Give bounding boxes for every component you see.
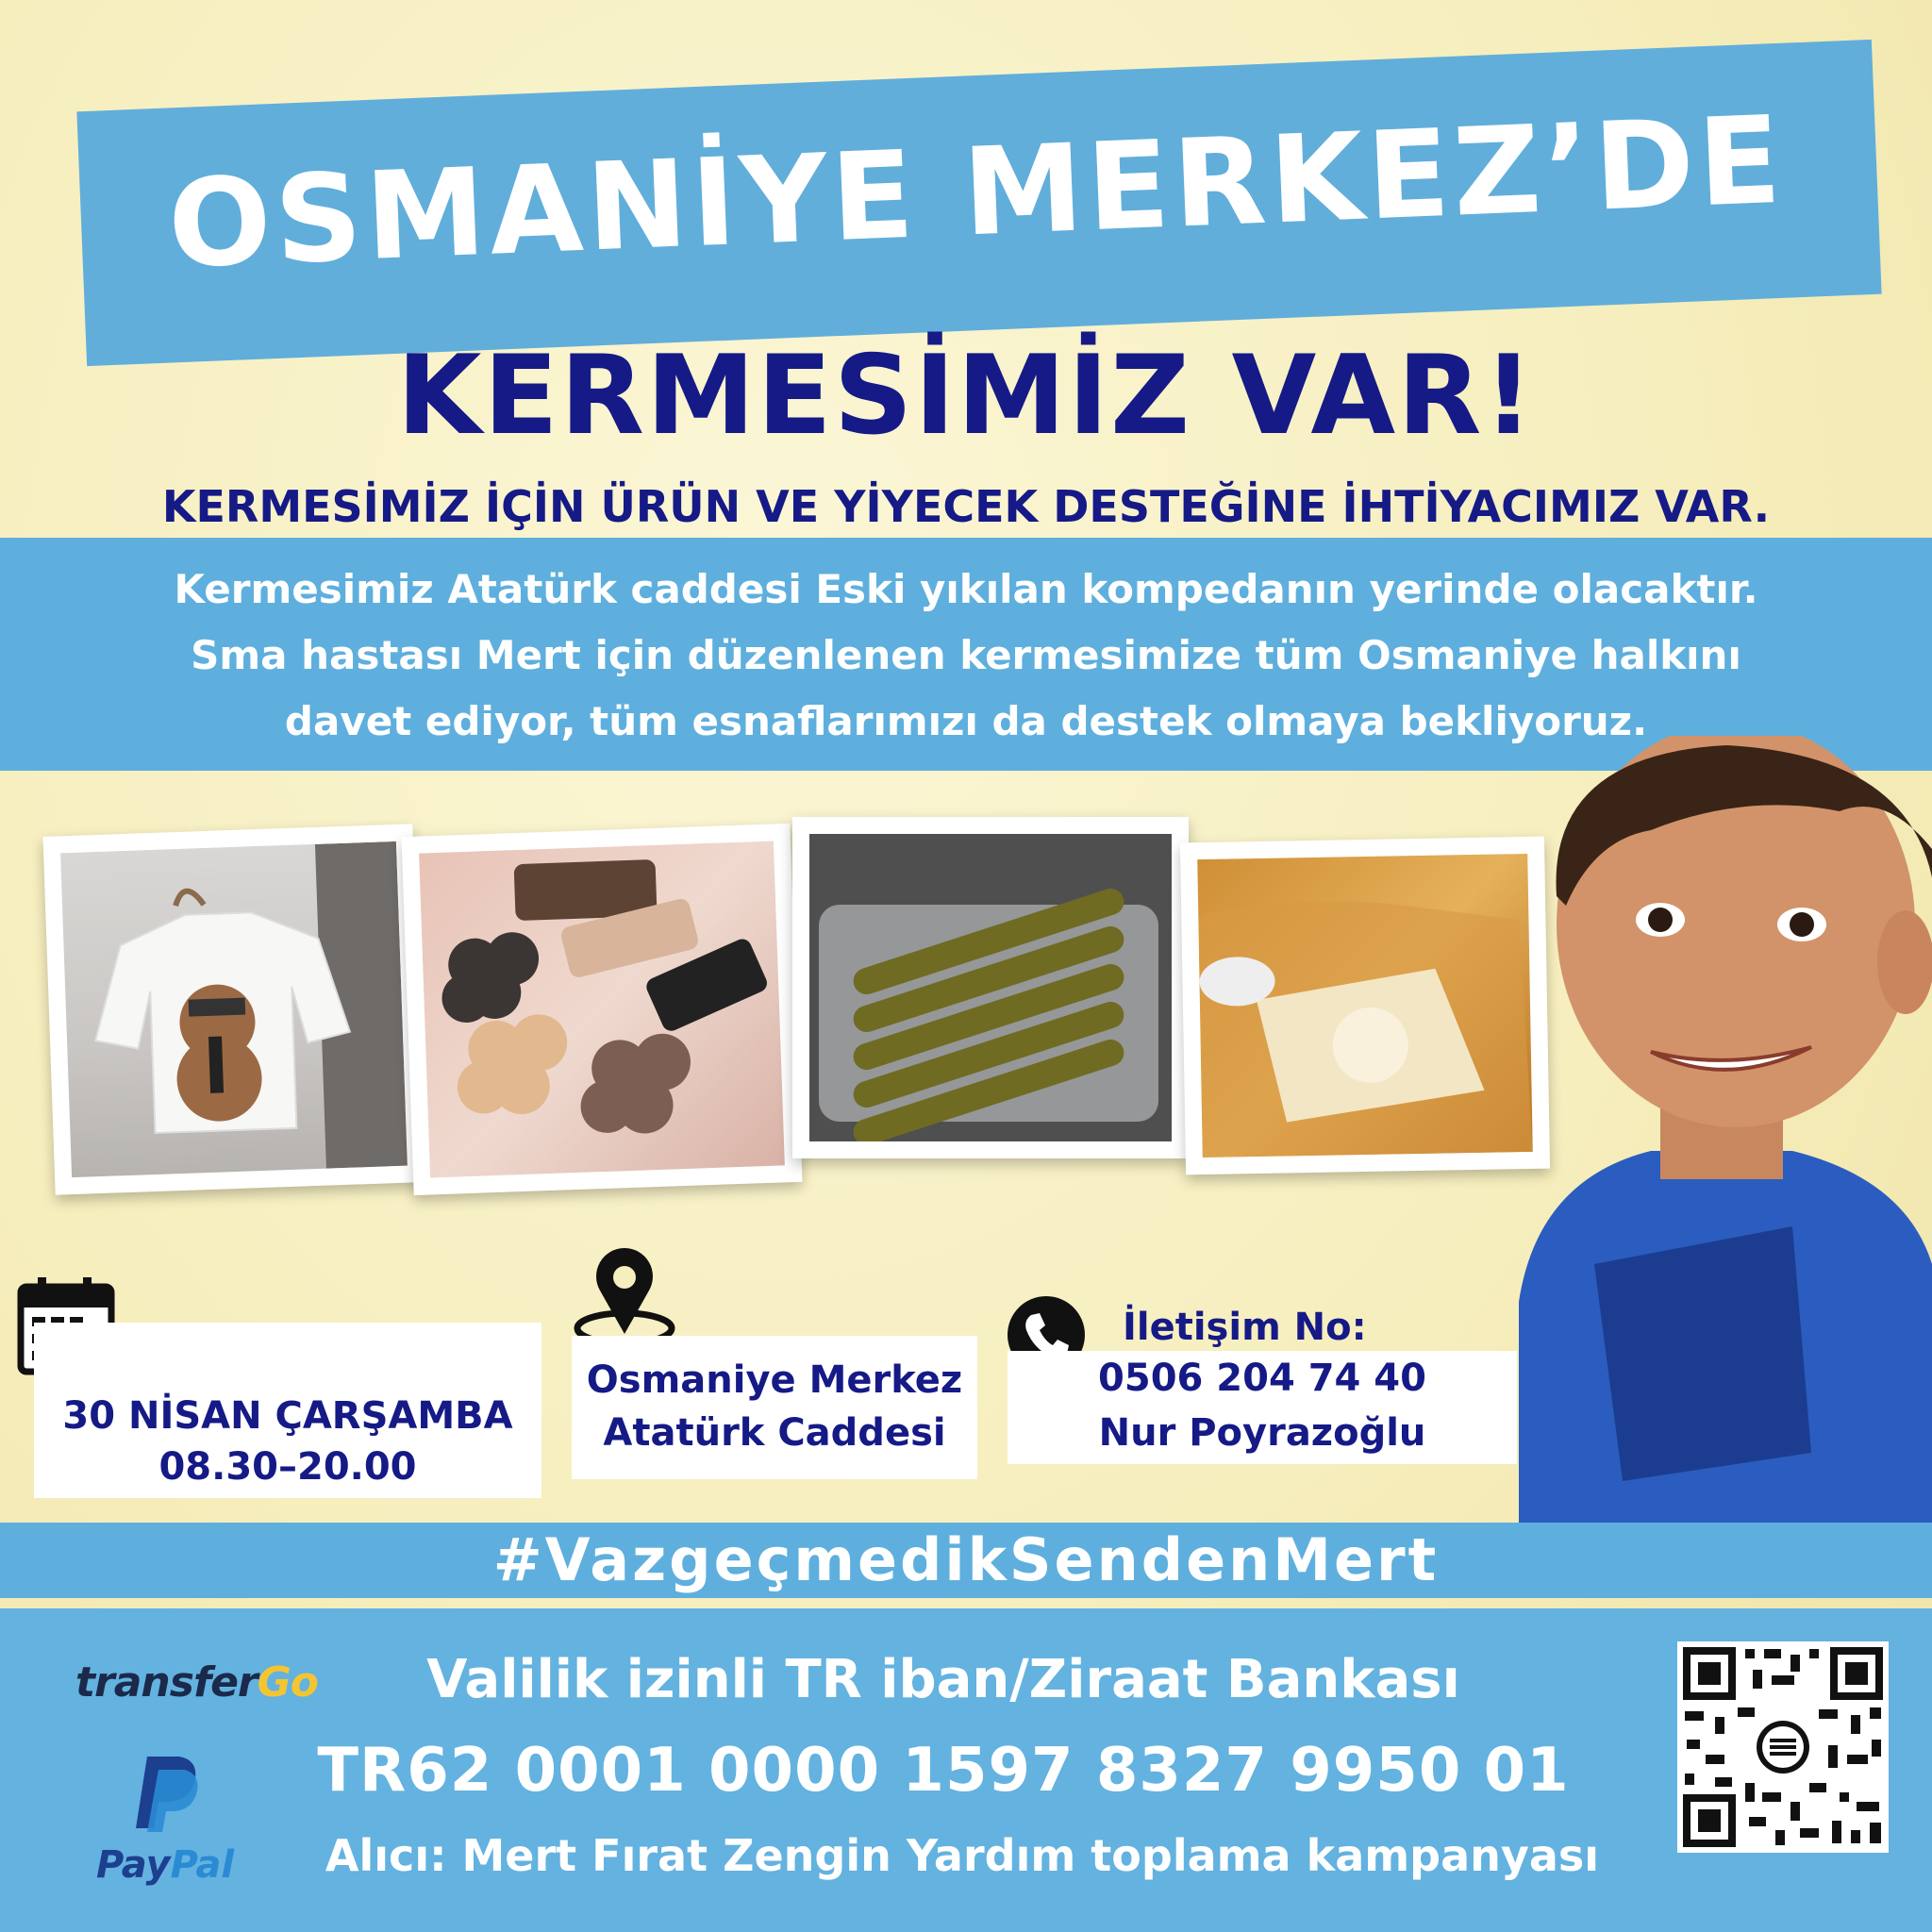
info-line-3: davet ediyor, tüm esnaflarımızı da destek olmaya bekliyoruz. bbox=[284, 698, 1648, 744]
paypal-logo-part2: Pal bbox=[170, 1843, 235, 1887]
date-box bbox=[34, 1323, 541, 1498]
info-line-1: Kermesimiz Atatürk caddesi Eski yıkılan kompedanın yerinde olacaktır. bbox=[174, 566, 1758, 612]
hashtag: #VazgeçmedikSendenMert bbox=[492, 1525, 1440, 1594]
contact-phone: 0506 204 74 40 bbox=[1098, 1357, 1426, 1400]
transfergo-logo bbox=[75, 1658, 318, 1707]
bank-info-line: Valilik izinli TR iban/Ziraat Bankası bbox=[426, 1649, 1460, 1710]
location-line-2: Atatürk Caddesi bbox=[603, 1411, 946, 1455]
paypal-logo bbox=[96, 1843, 234, 1887]
page-subtitle: KERMESİMİZ VAR! bbox=[396, 332, 1536, 459]
contact-box bbox=[1008, 1351, 1517, 1464]
photo-borek bbox=[1180, 837, 1550, 1175]
recipient-line: Alıcı: Mert Fırat Zengin Yardım toplama kampanyası bbox=[325, 1830, 1600, 1881]
location-box bbox=[572, 1336, 977, 1479]
support-need-text: KERMESİMİZ İÇİN ÜRÜN VE YİYECEK DESTEĞİNE İHTİYACIMIZ VAR. bbox=[161, 481, 1771, 532]
event-time: 08.30–20.00 bbox=[158, 1445, 417, 1489]
transfergo-logo-part1: transfer bbox=[75, 1658, 258, 1707]
iban-number: TR62 0001 0000 1597 8327 9950 01 bbox=[317, 1736, 1570, 1806]
location-line-1: Osmaniye Merkez bbox=[586, 1358, 963, 1402]
sarma-tray-illustration bbox=[809, 834, 1172, 1141]
event-date: 30 NİSAN ÇARŞAMBA bbox=[62, 1394, 513, 1438]
paypal-logo-part1: Pay bbox=[96, 1843, 171, 1887]
page-title: OSMANİYE MERKEZ’DE bbox=[165, 90, 1788, 296]
photo-sarma bbox=[792, 817, 1189, 1158]
boy-photo bbox=[1509, 736, 1932, 1528]
hair-clips-illustration bbox=[419, 841, 785, 1178]
photo-hair-clips bbox=[401, 824, 802, 1195]
boy-illustration bbox=[1509, 736, 1932, 1528]
paypal-icon bbox=[130, 1753, 204, 1834]
photo-baby-clothes bbox=[42, 824, 425, 1194]
baby-sweater-illustration bbox=[60, 841, 408, 1177]
location-pin-icon bbox=[572, 1243, 677, 1349]
qr-code[interactable] bbox=[1677, 1641, 1889, 1853]
info-line-2: Sma hastası Mert için düzenlenen kermesimize tüm Osmaniye halkını bbox=[191, 632, 1741, 678]
transfergo-logo-part2: Go bbox=[257, 1658, 318, 1707]
borek-illustration bbox=[1197, 854, 1532, 1158]
contact-name: Nur Poyrazoğlu bbox=[1098, 1411, 1426, 1455]
contact-label: İletişim No: bbox=[1123, 1306, 1367, 1349]
